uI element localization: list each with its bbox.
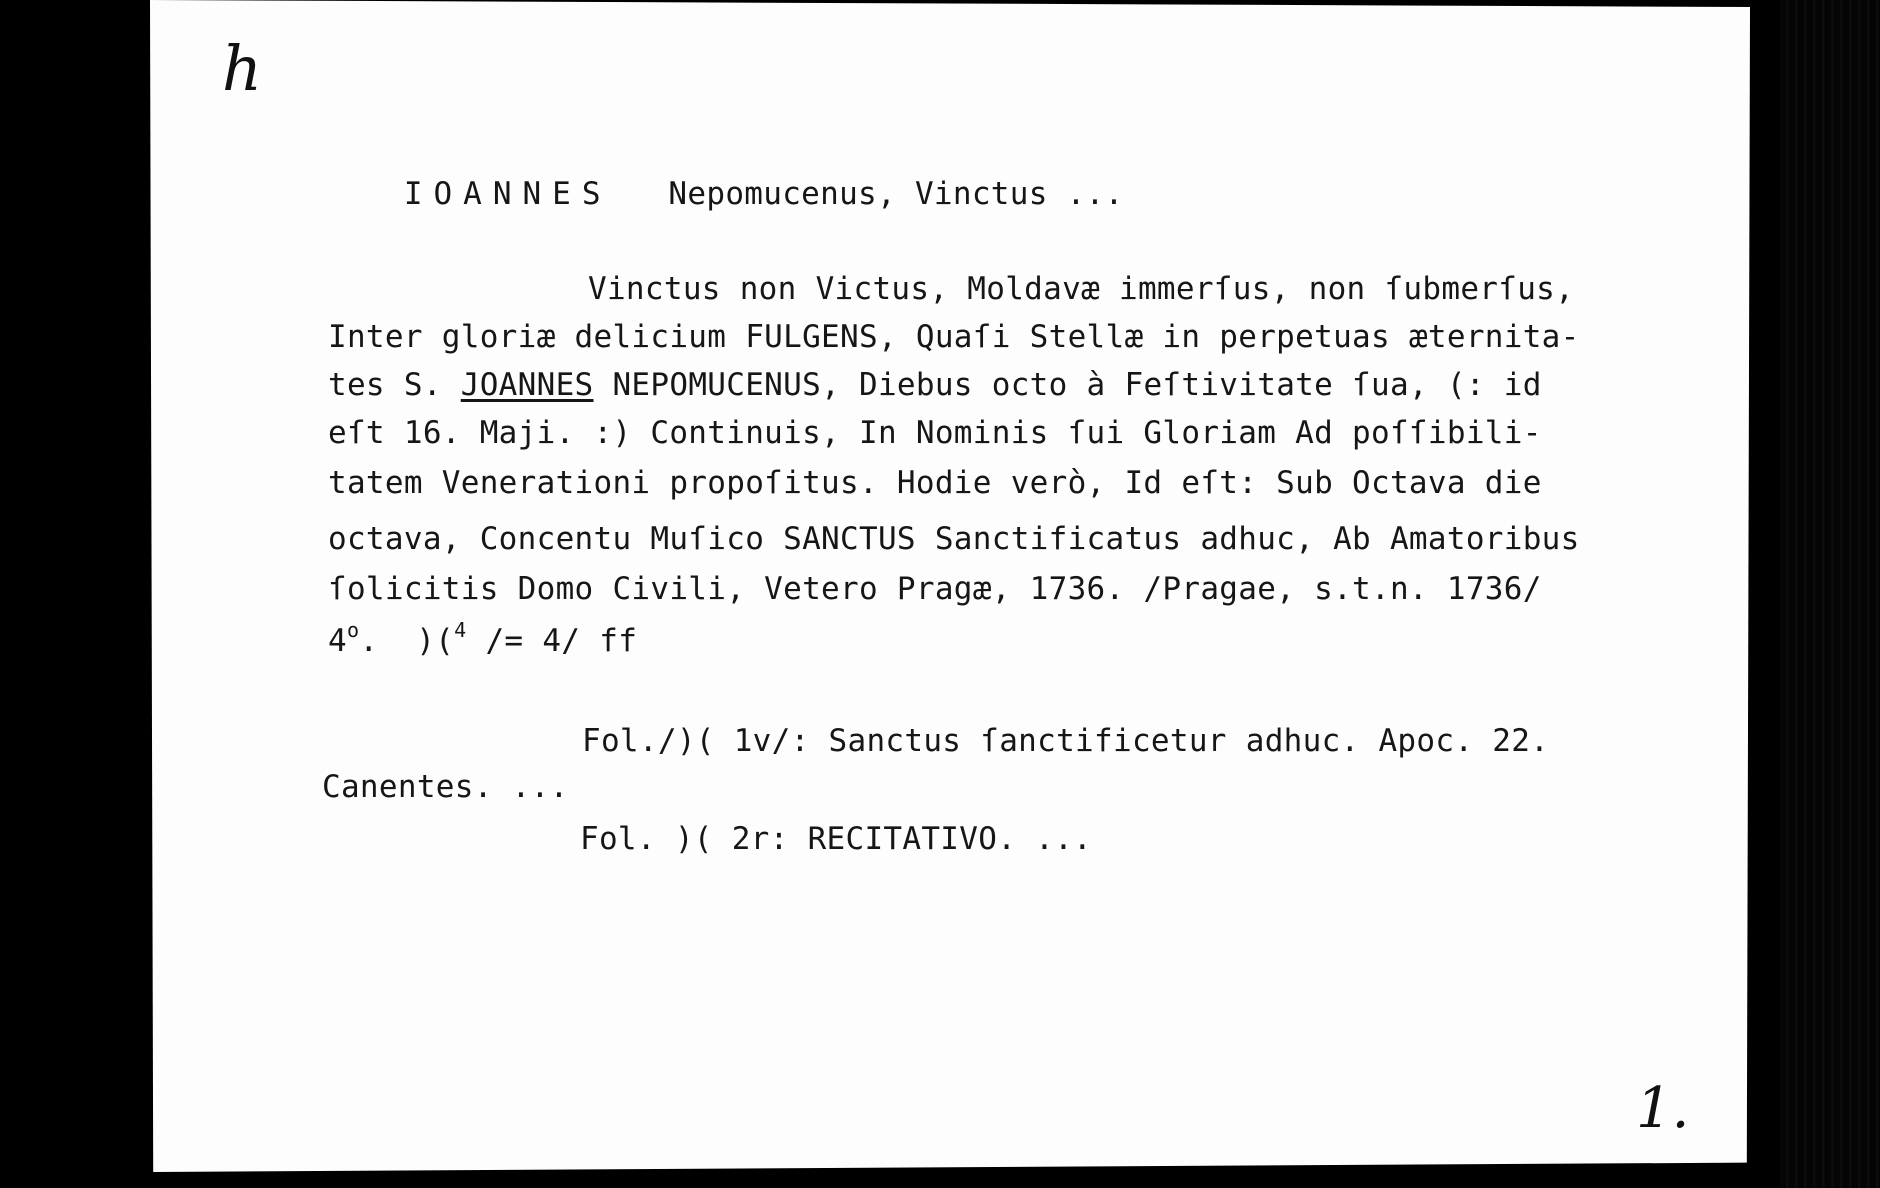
body-line-2: Inter gloriæ delicium FULGENS, Quaſi Stellæ in perpetuas æternita- bbox=[328, 319, 1580, 355]
body-line-4: eſt 16. Maji. :) Continuis, In Nominis ſui Gloriam Ad poſſibili- bbox=[328, 415, 1542, 451]
body-line-5: tatem Venerationi propoſitus. Hodie verò, Id eſt: Sub Octava die bbox=[328, 465, 1542, 501]
note-line-1: Fol./)( 1v/: Sanctus ſanctificetur adhuc. Apoc. 22. bbox=[582, 723, 1550, 759]
heading-title: Nepomucenus, Vinctus ... bbox=[668, 176, 1124, 212]
collation-format: 4 bbox=[328, 623, 347, 659]
body-line-1: Vinctus non Victus, Moldavæ immerſus, non ſubmerſus, bbox=[588, 271, 1575, 307]
collation-degree: o bbox=[346, 618, 360, 642]
collation-rest-b: /= 4/ ff bbox=[466, 623, 638, 659]
note-line-2: Canentes. ... bbox=[322, 769, 569, 805]
body-line-7: ſolicitis Domo Civili, Vetero Pragæ, 1736. /Pragae, s.t.n. 1736/ bbox=[328, 571, 1542, 607]
collation-sup: 4 bbox=[454, 618, 467, 642]
collation-rest-a: . )( bbox=[359, 623, 455, 659]
underlined-joannes: JOANNES bbox=[460, 367, 594, 403]
collation-line bbox=[328, 620, 637, 657]
handwritten-mark-top-left: h bbox=[222, 32, 262, 105]
heading-line bbox=[328, 148, 1124, 241]
body-line-3-end: NEPOMUCENUS, Diebus octo à Feſtivitate ſua, (: id bbox=[593, 367, 1542, 403]
body-line-6: octava, Concentu Muſico SANCTUS Sanctificatus adhuc, Ab Amatoribus bbox=[328, 521, 1580, 557]
body-line-3-start: tes S. bbox=[328, 367, 461, 403]
heading-name: IOANNES bbox=[403, 176, 612, 212]
note-line-3: Fol. )( 2r: RECITATIVO. ... bbox=[580, 821, 1093, 857]
scan-edge-strip bbox=[1780, 0, 1880, 1188]
handwritten-page-number: 1. bbox=[1636, 1076, 1690, 1141]
body-line-3 bbox=[328, 367, 1542, 403]
